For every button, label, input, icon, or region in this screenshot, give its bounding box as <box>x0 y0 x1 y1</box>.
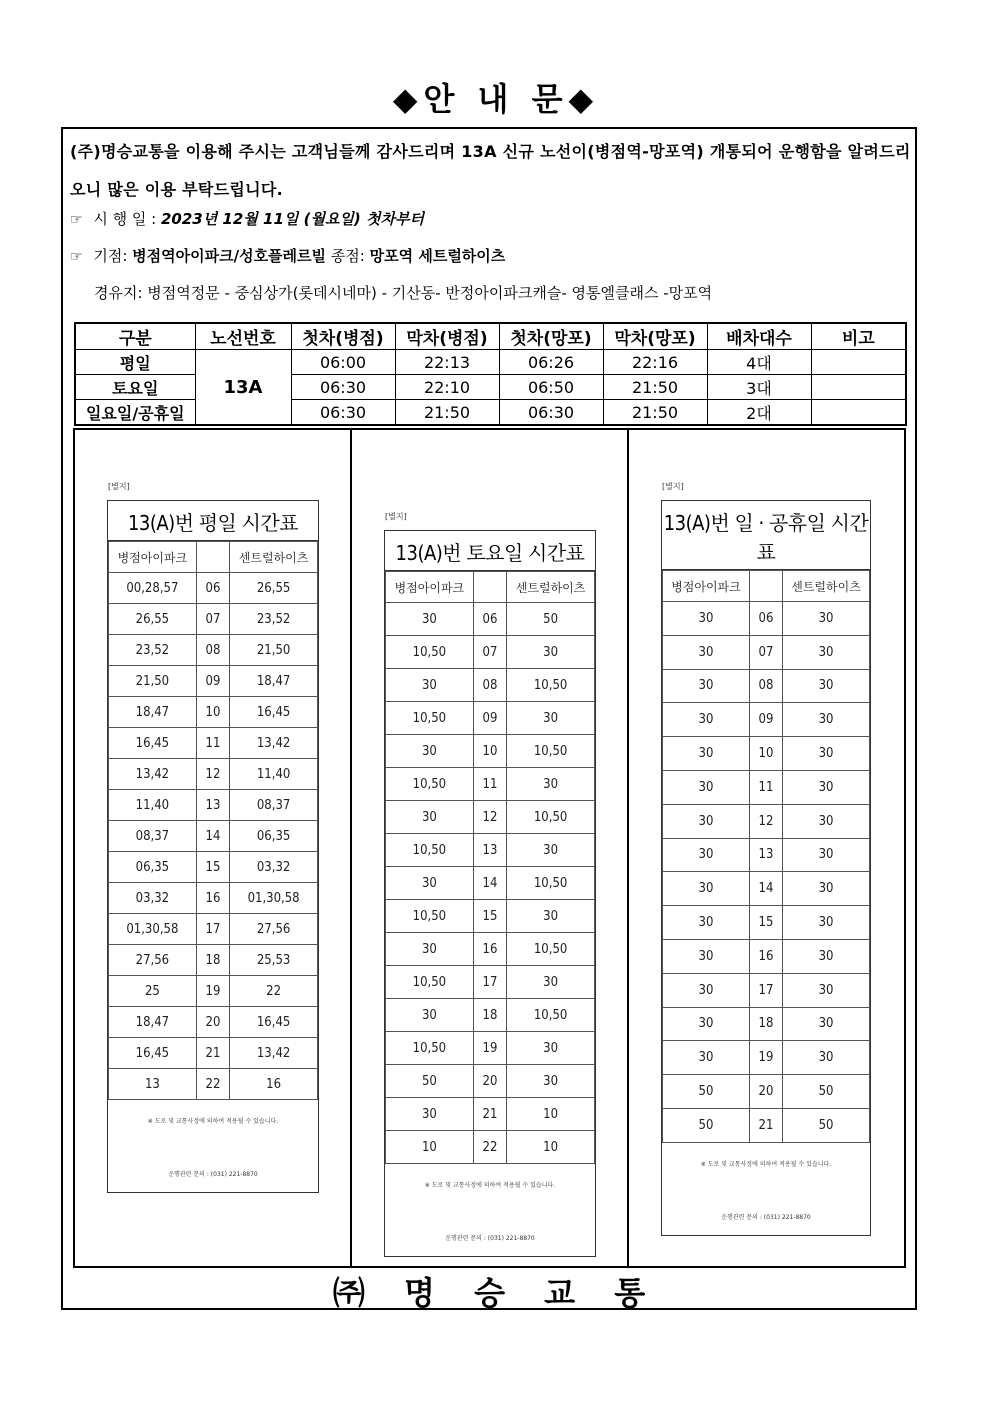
origin-minutes: 16,45 <box>109 1038 197 1069</box>
destination-header: 센트럴하이츠 <box>783 571 870 602</box>
timetable-row <box>386 603 595 636</box>
summary-header: 구분 <box>75 323 195 350</box>
destination-minutes: 30 <box>507 636 595 669</box>
origin-minutes: 30 <box>663 669 750 703</box>
destination-minutes: 13,42 <box>230 728 318 759</box>
destination-minutes: 03,32 <box>230 852 318 883</box>
origin-minutes: 30 <box>663 872 750 906</box>
origin-header: 병점아이파크 <box>386 572 474 603</box>
origin-minutes: 30 <box>386 669 474 702</box>
destination-minutes: 10,50 <box>507 867 595 900</box>
timetable-row <box>386 669 595 702</box>
holiday-panel <box>629 430 904 1266</box>
timetable-row <box>663 1007 870 1041</box>
destination-header: 센트럴하이츠 <box>507 572 595 603</box>
origin-minutes: 11,40 <box>109 790 197 821</box>
end-terminal-value: 망포역 세트럴하이츠 <box>369 247 506 265</box>
hour: 11 <box>196 728 229 759</box>
destination-minutes: 10 <box>507 1131 595 1164</box>
timetable-row <box>109 573 318 604</box>
first-bus-mangpo: 06:50 <box>499 375 603 400</box>
last-bus-mangpo: 21:50 <box>603 375 707 400</box>
origin-minutes: 26,55 <box>109 604 197 635</box>
timetable-note: ※ 도로 및 교통사정에 의하여 적용될 수 있습니다. <box>147 1118 279 1125</box>
hour: 17 <box>196 914 229 945</box>
first-bus-byeongjeom: 06:30 <box>291 400 395 426</box>
timetable-panels <box>73 428 906 1268</box>
origin-minutes: 21,50 <box>109 666 197 697</box>
timetable-row <box>109 728 318 759</box>
origin-header: 병점아이파크 <box>663 571 750 602</box>
origin-minutes: 30 <box>663 1041 750 1075</box>
origin-minutes: 10,50 <box>386 834 474 867</box>
hour: 19 <box>196 976 229 1007</box>
destination-minutes: 30 <box>783 703 870 737</box>
hour: 17 <box>749 973 782 1007</box>
summary-header-row <box>75 323 906 350</box>
destination-minutes: 18,47 <box>230 666 318 697</box>
hour: 18 <box>196 945 229 976</box>
timetable-row <box>109 976 318 1007</box>
destination-minutes: 30 <box>507 768 595 801</box>
destination-minutes: 30 <box>507 966 595 999</box>
origin-minutes: 30 <box>386 933 474 966</box>
first-bus-byeongjeom: 06:00 <box>291 350 395 375</box>
timetable-row <box>386 768 595 801</box>
destination-minutes: 30 <box>783 770 870 804</box>
timetable-row <box>109 1007 318 1038</box>
origin-minutes: 10,50 <box>386 966 474 999</box>
origin-minutes: 06,35 <box>109 852 197 883</box>
timetable-row <box>386 1131 595 1164</box>
hour: 14 <box>473 867 506 900</box>
destination-minutes: 06,35 <box>230 821 318 852</box>
attachment-tag: [별지] <box>385 512 407 521</box>
timetable-row <box>386 999 595 1032</box>
contact-phone: 운행관련 문의 : (031) 221-8870 <box>168 1171 258 1178</box>
timetable-row <box>109 914 318 945</box>
timetable-row <box>109 759 318 790</box>
origin-minutes: 10,50 <box>386 1032 474 1065</box>
timetable-row <box>109 945 318 976</box>
start-date-label: 시 행 일 : <box>93 210 157 228</box>
timetable-row <box>663 737 870 771</box>
hour: 11 <box>473 768 506 801</box>
hour: 09 <box>473 702 506 735</box>
origin-minutes: 50 <box>663 1075 750 1109</box>
weekday-timetable <box>107 482 319 1193</box>
last-bus-byeongjeom: 22:10 <box>395 375 499 400</box>
hour: 13 <box>473 834 506 867</box>
last-bus-mangpo: 22:16 <box>603 350 707 375</box>
summary-header: 막차(병점) <box>395 323 499 350</box>
hour-header <box>749 571 782 602</box>
hour: 15 <box>749 906 782 940</box>
origin-minutes: 50 <box>386 1065 474 1098</box>
origin-minutes: 30 <box>386 603 474 636</box>
timetable-row <box>663 703 870 737</box>
hour: 10 <box>473 735 506 768</box>
timetable-grid <box>662 570 870 1143</box>
origin-minutes: 25 <box>109 976 197 1007</box>
origin-minutes: 10,50 <box>386 768 474 801</box>
hour: 22 <box>473 1131 506 1164</box>
timetable-row <box>663 906 870 940</box>
timetable-row <box>663 770 870 804</box>
destination-minutes: 30 <box>783 838 870 872</box>
last-bus-byeongjeom: 22:13 <box>395 350 499 375</box>
timetable-row <box>663 838 870 872</box>
timetable-note: ※ 도로 및 교통사정에 의하여 적용될 수 있습니다. <box>424 1182 556 1189</box>
timetable-grid <box>108 541 318 1100</box>
hour: 20 <box>196 1007 229 1038</box>
timetable-row <box>663 669 870 703</box>
origin-minutes: 30 <box>663 838 750 872</box>
destination-header: 센트럴하이츠 <box>230 542 318 573</box>
destination-minutes: 30 <box>783 669 870 703</box>
hour: 19 <box>473 1032 506 1065</box>
origin-minutes: 00,28,57 <box>109 573 197 604</box>
origin-minutes: 30 <box>386 801 474 834</box>
summary-header: 비고 <box>811 323 906 350</box>
destination-minutes: 50 <box>507 603 595 636</box>
destination-minutes: 08,37 <box>230 790 318 821</box>
origin-minutes: 16,45 <box>109 728 197 759</box>
hour: 07 <box>196 604 229 635</box>
timetable-row <box>386 636 595 669</box>
origin-minutes: 13,42 <box>109 759 197 790</box>
origin-minutes: 01,30,58 <box>109 914 197 945</box>
hour: 12 <box>196 759 229 790</box>
holiday-timetable <box>661 482 871 1236</box>
start-terminal-value: 병점역아이파크/성호플레르빌 <box>132 247 327 265</box>
day-type: 평일 <box>75 350 195 375</box>
remark <box>811 400 906 426</box>
destination-minutes: 10,50 <box>507 999 595 1032</box>
origin-minutes: 30 <box>663 1007 750 1041</box>
end-terminal-label: 종점: <box>330 247 365 265</box>
timetable-row <box>109 697 318 728</box>
origin-minutes: 10,50 <box>386 636 474 669</box>
destination-minutes: 26,55 <box>230 573 318 604</box>
timetable-row <box>109 1069 318 1100</box>
start-date-line <box>70 208 424 229</box>
timetable-row <box>663 1041 870 1075</box>
destination-minutes: 30 <box>783 973 870 1007</box>
attachment-tag: [별지] <box>662 482 684 491</box>
hour: 16 <box>749 939 782 973</box>
weekday-panel <box>75 430 352 1266</box>
destination-minutes: 16 <box>230 1069 318 1100</box>
timetable-row <box>386 834 595 867</box>
destination-minutes: 10,50 <box>507 933 595 966</box>
destination-minutes: 30 <box>507 834 595 867</box>
summary-row <box>75 350 906 375</box>
hour: 22 <box>196 1069 229 1100</box>
summary-table <box>74 322 907 426</box>
timetable-row <box>109 1038 318 1069</box>
origin-minutes: 10,50 <box>386 900 474 933</box>
timetable-row <box>109 635 318 666</box>
summary-header: 첫차(망포) <box>499 323 603 350</box>
destination-minutes: 11,40 <box>230 759 318 790</box>
timetable-header-row <box>109 542 318 573</box>
destination-minutes: 10,50 <box>507 735 595 768</box>
contact-phone: 운행관련 문의 : (031) 221-8870 <box>721 1213 811 1221</box>
destination-minutes: 16,45 <box>230 1007 318 1038</box>
timetable-row <box>386 933 595 966</box>
timetable-row <box>386 1098 595 1131</box>
timetable-title: 13(A)번 토요일 시간표 <box>385 531 595 571</box>
summary-header: 배차대수 <box>707 323 811 350</box>
timetable-row <box>386 867 595 900</box>
timetable-row <box>386 1032 595 1065</box>
destination-minutes: 23,52 <box>230 604 318 635</box>
timetable-row <box>109 852 318 883</box>
bus-count: 4대 <box>707 350 811 375</box>
hour: 14 <box>196 821 229 852</box>
destination-minutes: 30 <box>507 900 595 933</box>
destination-minutes: 10,50 <box>507 801 595 834</box>
hour: 08 <box>473 669 506 702</box>
hour: 21 <box>473 1098 506 1131</box>
intro-text: (주)명승교통을 이용해 주시는 고객님들께 감사드리며 13A 신규 노선이(병점역-망포역) 개통되어 운행함을 알려드리오니 많은 이용 부탁드립니다. <box>70 142 911 199</box>
origin-minutes: 03,32 <box>109 883 197 914</box>
contact-phone: 운행관련 문의 : (031) 221-8870 <box>445 1235 535 1242</box>
timetable-row <box>386 1065 595 1098</box>
hour: 11 <box>749 770 782 804</box>
hour: 18 <box>473 999 506 1032</box>
origin-minutes: 30 <box>663 804 750 838</box>
timetable-row <box>663 1075 870 1109</box>
hour: 12 <box>749 804 782 838</box>
timetable-row <box>386 900 595 933</box>
timetable-row <box>109 821 318 852</box>
hour: 20 <box>473 1065 506 1098</box>
destination-minutes: 13,42 <box>230 1038 318 1069</box>
hour: 06 <box>749 602 782 636</box>
destination-minutes: 25,53 <box>230 945 318 976</box>
origin-minutes: 10,50 <box>386 702 474 735</box>
destination-minutes: 50 <box>783 1075 870 1109</box>
company-name: ㈜ 명 승 교 통 <box>332 1274 660 1312</box>
hour: 09 <box>196 666 229 697</box>
timetable-row <box>109 790 318 821</box>
origin-minutes: 23,52 <box>109 635 197 666</box>
first-bus-mangpo: 06:26 <box>499 350 603 375</box>
remark <box>811 375 906 400</box>
origin-header: 병점아이파크 <box>109 542 197 573</box>
origin-minutes: 30 <box>663 906 750 940</box>
timetable-row <box>663 872 870 906</box>
summary-header: 막차(망포) <box>603 323 707 350</box>
start-date-value: 2023년 12월 11일 (월요일) 첫차부터 <box>160 210 424 228</box>
hour: 12 <box>473 801 506 834</box>
destination-minutes: 30 <box>783 737 870 771</box>
hour: 21 <box>749 1108 782 1142</box>
last-bus-byeongjeom: 21:50 <box>395 400 499 426</box>
hour-header <box>473 572 506 603</box>
remark <box>811 350 906 375</box>
timetable-row <box>663 804 870 838</box>
hour: 10 <box>749 737 782 771</box>
timetable-row <box>386 702 595 735</box>
destination-minutes: 30 <box>507 1032 595 1065</box>
origin-minutes: 30 <box>386 867 474 900</box>
last-bus-mangpo: 21:50 <box>603 400 707 426</box>
destination-minutes: 27,56 <box>230 914 318 945</box>
hour: 19 <box>749 1041 782 1075</box>
timetable-note: ※ 도로 및 교통사정에 의하여 적용될 수 있습니다. <box>700 1160 832 1168</box>
origin-minutes: 30 <box>386 999 474 1032</box>
timetable-header-row <box>663 571 870 602</box>
hour: 09 <box>749 703 782 737</box>
page-title: ◆안 내 문◆ <box>392 80 600 118</box>
hour-header <box>196 542 229 573</box>
summary-header: 첫차(병점) <box>291 323 395 350</box>
timetable-row <box>386 966 595 999</box>
destination-minutes: 10 <box>507 1098 595 1131</box>
origin-minutes: 30 <box>663 602 750 636</box>
pointing-hand-icon: ☞ <box>70 249 83 265</box>
bus-count: 3대 <box>707 375 811 400</box>
via-stops: 경유지: 병점역정문 - 중심상가(롯데시네마) - 기산동- 반정아이파크캐슬- 영통엘클래스 -망포역 <box>94 284 713 302</box>
hour: 15 <box>196 852 229 883</box>
hour: 21 <box>196 1038 229 1069</box>
timetable-title: 13(A)번 평일 시간표 <box>108 501 318 541</box>
destination-minutes: 30 <box>783 1007 870 1041</box>
hour: 18 <box>749 1007 782 1041</box>
hour: 06 <box>196 573 229 604</box>
destination-minutes: 30 <box>783 602 870 636</box>
timetable-row <box>663 602 870 636</box>
origin-minutes: 30 <box>386 735 474 768</box>
hour: 07 <box>749 635 782 669</box>
timetable-row <box>663 1108 870 1142</box>
timetable-title: 13(A)번 일 · 공휴일 시간표 <box>662 501 870 570</box>
timetable-row <box>386 801 595 834</box>
hour: 07 <box>473 636 506 669</box>
origin-minutes: 18,47 <box>109 1007 197 1038</box>
destination-minutes: 30 <box>783 804 870 838</box>
bus-count: 2대 <box>707 400 811 426</box>
origin-minutes: 30 <box>663 737 750 771</box>
hour: 20 <box>749 1075 782 1109</box>
hour: 10 <box>196 697 229 728</box>
origin-minutes: 08,37 <box>109 821 197 852</box>
summary-header: 노선번호 <box>195 323 291 350</box>
destination-minutes: 30 <box>507 1065 595 1098</box>
first-bus-mangpo: 06:30 <box>499 400 603 426</box>
timetable-row <box>109 604 318 635</box>
origin-minutes: 13 <box>109 1069 197 1100</box>
day-type: 토요일 <box>75 375 195 400</box>
route-number: 13A <box>195 350 291 426</box>
day-type: 일요일/공휴일 <box>75 400 195 426</box>
destination-minutes: 30 <box>783 939 870 973</box>
hour: 15 <box>473 900 506 933</box>
start-terminal-label: 기점: <box>93 247 128 265</box>
first-bus-byeongjeom: 06:30 <box>291 375 395 400</box>
hour: 16 <box>473 933 506 966</box>
timetable-row <box>386 735 595 768</box>
hour: 13 <box>196 790 229 821</box>
origin-minutes: 50 <box>663 1108 750 1142</box>
origin-minutes: 30 <box>663 770 750 804</box>
terminal-line <box>70 245 505 266</box>
hour: 16 <box>196 883 229 914</box>
timetable-grid <box>385 571 595 1164</box>
origin-minutes: 18,47 <box>109 697 197 728</box>
destination-minutes: 30 <box>783 1041 870 1075</box>
hour: 08 <box>196 635 229 666</box>
timetable-row <box>663 973 870 1007</box>
timetable-header-row <box>386 572 595 603</box>
timetable-row <box>663 939 870 973</box>
attachment-tag: [별지] <box>108 482 130 491</box>
destination-minutes: 30 <box>783 635 870 669</box>
destination-minutes: 30 <box>507 702 595 735</box>
destination-minutes: 21,50 <box>230 635 318 666</box>
destination-minutes: 10,50 <box>507 669 595 702</box>
origin-minutes: 30 <box>663 635 750 669</box>
destination-minutes: 50 <box>783 1108 870 1142</box>
origin-minutes: 30 <box>663 939 750 973</box>
hour: 08 <box>749 669 782 703</box>
origin-minutes: 30 <box>386 1098 474 1131</box>
timetable-row <box>109 883 318 914</box>
pointing-hand-icon: ☞ <box>70 212 83 228</box>
timetable-row <box>663 635 870 669</box>
timetable-row <box>109 666 318 697</box>
destination-minutes: 01,30,58 <box>230 883 318 914</box>
saturday-panel <box>352 430 629 1266</box>
origin-minutes: 30 <box>663 703 750 737</box>
saturday-timetable <box>384 512 596 1257</box>
hour: 13 <box>749 838 782 872</box>
destination-minutes: 16,45 <box>230 697 318 728</box>
hour: 17 <box>473 966 506 999</box>
destination-minutes: 30 <box>783 906 870 940</box>
hour: 06 <box>473 603 506 636</box>
origin-minutes: 27,56 <box>109 945 197 976</box>
destination-minutes: 30 <box>783 872 870 906</box>
origin-minutes: 10 <box>386 1131 474 1164</box>
origin-minutes: 30 <box>663 973 750 1007</box>
destination-minutes: 22 <box>230 976 318 1007</box>
hour: 14 <box>749 872 782 906</box>
